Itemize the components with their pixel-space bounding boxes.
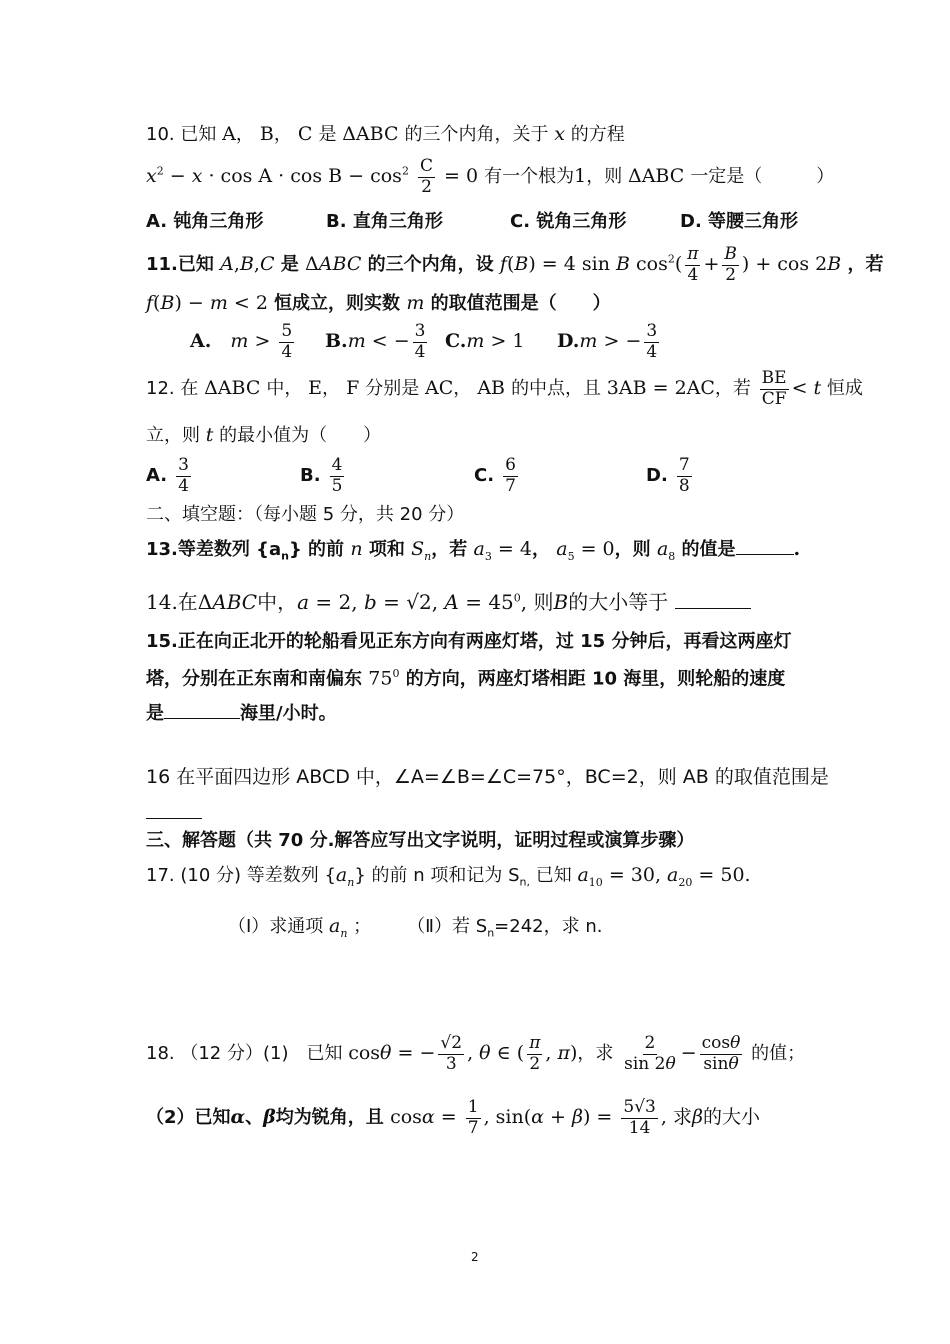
q12-option-d: D. $\frac{7}{8}$ bbox=[646, 455, 690, 496]
q10-line2: $x^2 - x \cdot \cos A \cdot \cos B - \cos^2$ $\frac{C}{2}$ = 0 有一个根为1，则 ΔABC 一定是（ ） bbox=[146, 156, 835, 197]
q15-line1: 15.正在向正北开的轮船看见正东方向有两座灯塔，过 15 分钟后，再看这两座灯 bbox=[146, 631, 792, 652]
q10-option-d: D. 等腰三角形 bbox=[680, 211, 799, 232]
q10-option-c: C. 锐角三角形 bbox=[510, 211, 627, 232]
q10-line1: 10. 已知 A， B， C 是 ΔABC 的三个内角，关于 x 的方程 bbox=[146, 123, 625, 145]
page-number: 2 bbox=[471, 1250, 479, 1264]
q15-line3: 是 海里/小时。 bbox=[146, 703, 337, 724]
q12-option-c: C. $\frac{6}{7}$ bbox=[474, 455, 516, 496]
q10-option-a: A. 钝角三角形 bbox=[146, 211, 264, 232]
q12-option-b: B. $\frac{4}{5}$ bbox=[300, 455, 343, 496]
q16-line2 bbox=[146, 800, 202, 822]
q14: 14.在ΔABC中，a = 2, b = √2, $A = 45^0$, 则B的大小等于 bbox=[146, 592, 751, 612]
q11-line2: f(B) − m < 2 恒成立，则实数 m 的取值范围是（ ） bbox=[146, 292, 611, 314]
q18-line1: 18. （12 分）(1) 已知 cosθ = − $\frac{√2}{3}$ , θ ∈ ( $\frac{\pi}{2}$ , π)，求 $\frac{2}{\sin 2\theta}$ − $\frac{\cos\theta}{\sin\theta}$ 的值； bbox=[146, 1033, 806, 1074]
q11-option-a: A. m > $\frac{5}{4}$ bbox=[190, 321, 293, 362]
q18-line2: （2）已知α、β均为锐角，且 cosα = $\frac{1}{7}$ , sin(α + β) = $\frac{5√3}{14}$ , 求β的大小 bbox=[146, 1097, 760, 1138]
q13: 13.等差数列 $\{a_n\}$ 的前 n 项和 $S_n$，若 $a_3 = 4$， $a_5 = 0$，则 $a_8$ 的值是 . bbox=[146, 538, 801, 563]
q11-option-c: C.m > 1 bbox=[445, 330, 525, 352]
q12-line1: 12. 在 ΔABC 中， E， F 分别是 AC， AB 的中点，且 3AB = 2AC，若 $\frac{BE}{CF}$ < t 恒成 bbox=[146, 368, 863, 409]
q11-option-d: D.m > − $\frac{3}{4}$ bbox=[557, 321, 658, 362]
q16-line1: 16 在平面四边形 ABCD 中，∠A=∠B=∠C=75°，BC=2，则 AB 的取值范围是 bbox=[146, 766, 829, 788]
q17-line2: （Ⅰ）求通项 $a_n$ ； （Ⅱ）若 $S_n=242$，求 n. bbox=[228, 915, 603, 940]
q12-line2: 立，则 t 的最小值为（ ） bbox=[146, 424, 382, 446]
q11-option-b: B.m < − $\frac{3}{4}$ bbox=[325, 321, 426, 362]
q12-option-a: A. $\frac{3}{4}$ bbox=[146, 455, 189, 496]
q10-option-b: B. 直角三角形 bbox=[326, 211, 443, 232]
q17-line1: 17. (10 分) 等差数列 $\{a_n\}$ 的前 n 项和记为 $S_{n,}$ 已知 $a_{10} = 30$, $a_{20} = 50$. bbox=[146, 864, 751, 889]
q11-line1: 11.已知 A,B,C 是 ΔABC 的三个内角，设 f(B) = 4 sin B $\cos^2$( $\frac{\pi}{4}$ + $\frac{B}{2}$ ) + cos 2B ，若 bbox=[146, 244, 884, 285]
q15-line2: 塔，分别在正东南和南偏东 $75^0$ 的方向，两座灯塔相距 10 海里，则轮船的速度 bbox=[146, 667, 786, 690]
section-2-heading: 二、填空题：（每小题 5 分，共 20 分） bbox=[146, 504, 465, 525]
section-3-heading: 三、解答题（共 70 分.解答应写出文字说明，证明过程或演算步骤） bbox=[146, 830, 695, 851]
